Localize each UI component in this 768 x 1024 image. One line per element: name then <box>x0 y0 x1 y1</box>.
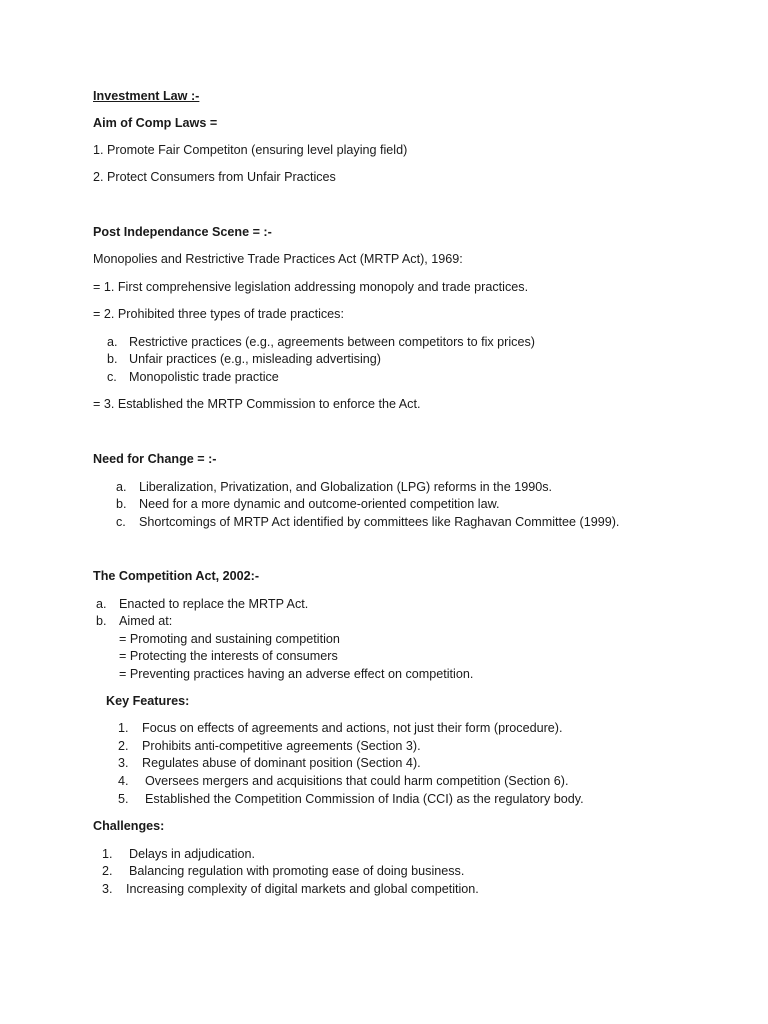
list-text: Shortcomings of MRTP Act identified by committees like Raghavan Committee (1999). <box>139 515 620 529</box>
list-marker: b. <box>96 614 107 628</box>
list-text: Balancing regulation with promoting ease of doing business. <box>129 864 465 878</box>
list-text: Aimed at: <box>119 614 173 628</box>
list-text: Liberalization, Privatization, and Globalization (LPG) reforms in the 1990s. <box>139 480 553 494</box>
post-independence-heading: Post Independance Scene = :- <box>93 225 272 239</box>
list-marker: 3. <box>118 756 129 770</box>
mrtp-point: = 1. First comprehensive legislation addressing monopoly and trade practices. <box>93 280 529 294</box>
aim-heading: Aim of Comp Laws = <box>93 116 218 130</box>
list-text: Monopolistic trade practice <box>129 370 279 384</box>
list-marker: 1. <box>118 721 129 735</box>
need-for-change-heading: Need for Change = :- <box>93 452 217 466</box>
list-marker: c. <box>116 515 126 529</box>
aim-subline: = Promoting and sustaining competition <box>119 632 340 646</box>
list-text: Established the Competition Commission of India (CCI) as the regulatory body. <box>145 792 584 806</box>
mrtp-point: = 2. Prohibited three types of trade practices: <box>93 307 344 321</box>
doc-title: Investment Law :- <box>93 89 200 103</box>
list-text: Regulates abuse of dominant position (Section 4). <box>142 756 421 770</box>
list-marker: 2. <box>118 739 129 753</box>
list-text: Focus on effects of agreements and actions, not just their form (procedure). <box>142 721 563 735</box>
list-text: Unfair practices (e.g., misleading advertising) <box>129 352 381 366</box>
list-marker: 4. <box>118 774 129 788</box>
aim-subline: = Preventing practices having an adverse effect on competition. <box>119 667 474 681</box>
mrtp-point: = 3. Established the MRTP Commission to enforce the Act. <box>93 397 421 411</box>
aim-subline: = Protecting the interests of consumers <box>119 649 338 663</box>
aim-line: 1. Promote Fair Competiton (ensuring level playing field) <box>93 143 408 157</box>
list-marker: 2. <box>102 864 113 878</box>
list-marker: 5. <box>118 792 129 806</box>
list-marker: b. <box>116 497 127 511</box>
list-text: Delays in adjudication. <box>129 847 256 861</box>
list-text: Restrictive practices (e.g., agreements between competitors to fix prices) <box>129 335 535 349</box>
key-features-heading: Key Features: <box>106 694 190 708</box>
list-marker: c. <box>107 370 117 384</box>
list-marker: 1. <box>102 847 113 861</box>
list-text: Need for a more dynamic and outcome-oriented competition law. <box>139 497 500 511</box>
list-text: Increasing complexity of digital markets and global competition. <box>126 882 479 896</box>
competition-act-heading: The Competition Act, 2002:- <box>93 569 260 583</box>
list-marker: a. <box>107 335 118 349</box>
list-text: Oversees mergers and acquisitions that could harm competition (Section 6). <box>145 774 569 788</box>
list-marker: a. <box>116 480 127 494</box>
mrtp-act-line: Monopolies and Restrictive Trade Practices Act (MRTP Act), 1969: <box>93 252 463 266</box>
list-marker: a. <box>96 597 107 611</box>
list-marker: b. <box>107 352 118 366</box>
aim-line: 2. Protect Consumers from Unfair Practices <box>93 170 336 184</box>
list-text: Enacted to replace the MRTP Act. <box>119 597 309 611</box>
list-text: Prohibits anti-competitive agreements (Section 3). <box>142 739 421 753</box>
list-marker: 3. <box>102 882 113 896</box>
challenges-heading: Challenges: <box>93 819 165 833</box>
